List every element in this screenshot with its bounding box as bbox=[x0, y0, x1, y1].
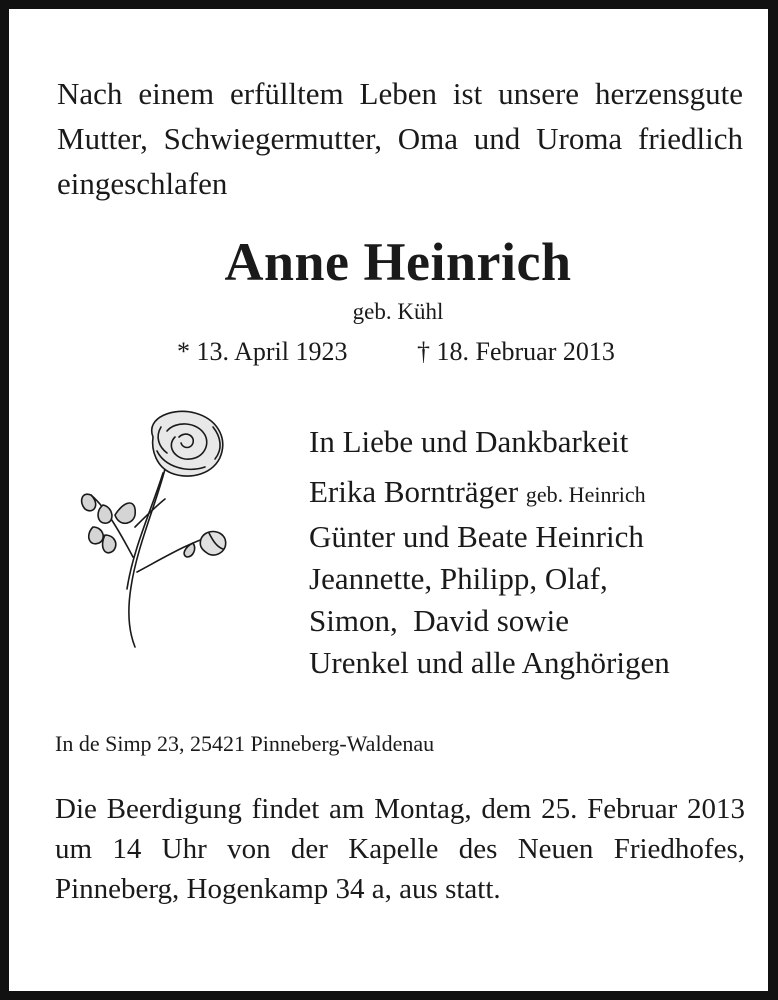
rose-illustration bbox=[75, 407, 237, 652]
birth-date: * 13. April 1923 bbox=[177, 337, 348, 366]
mourner-line: Urenkel und alle Anghörigen bbox=[309, 645, 670, 680]
mourner-name: Erika Bornträger bbox=[309, 474, 519, 509]
address: In de Simp 23, 25421 Pinneberg-Waldenau bbox=[55, 731, 435, 756]
mourner-maiden-name: geb. Heinrich bbox=[525, 482, 646, 507]
mourner-line: Simon, David sowie bbox=[309, 603, 570, 638]
mourner-line: Günter und Beate Heinrich bbox=[309, 519, 644, 554]
maiden-name: geb. Kühl bbox=[352, 299, 444, 324]
death-date: † 18. Februar 2013 bbox=[417, 337, 615, 366]
funeral-details: Die Beerdigung findet am Montag, dem 25. Februar 2013 um 14 Uhr von der Kapelle des Neuen Friedhofes, Pinneberg, Hogenkamp 34 a, aus statt. bbox=[55, 793, 745, 905]
deceased-name: Anne Heinrich bbox=[224, 232, 572, 292]
mourners-heading: In Liebe und Dankbarkeit bbox=[309, 424, 629, 459]
intro-text: Nach einem erfülltem Leben ist unsere herzensgute Mutter, Schwiegermutter, Oma und Uroma friedlich eingeschlafen bbox=[57, 76, 743, 201]
mourner-line bbox=[309, 471, 759, 516]
mourners-block bbox=[309, 421, 759, 684]
mourner-line: Jeannette, Philipp, Olaf, bbox=[309, 561, 608, 596]
